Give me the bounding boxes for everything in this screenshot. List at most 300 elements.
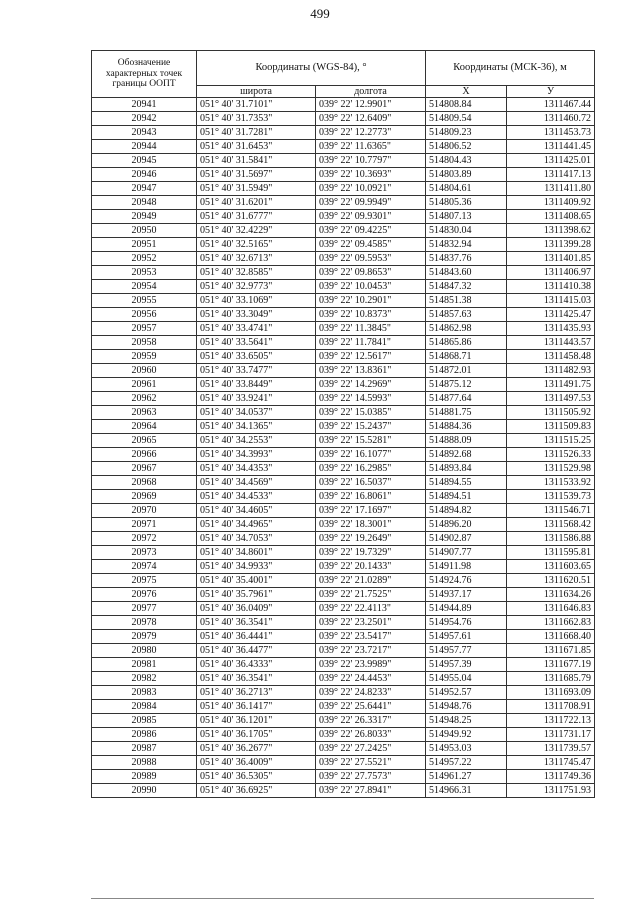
- x-coordinate-cell: 514948.25: [426, 714, 507, 728]
- longitude-cell: 039° 22' 17.1697": [316, 504, 426, 518]
- point-id-cell: 20987: [92, 742, 197, 756]
- point-id-cell: 20955: [92, 294, 197, 308]
- y-coordinate-cell: 1311410.38: [507, 280, 595, 294]
- point-id-cell: 20959: [92, 350, 197, 364]
- latitude-cell: 051° 40' 34.4965": [197, 518, 316, 532]
- table-row: [92, 616, 595, 630]
- y-coordinate-cell: 1311646.83: [507, 602, 595, 616]
- latitude-cell: 051° 40' 34.4533": [197, 490, 316, 504]
- x-coordinate-cell: 514911.98: [426, 560, 507, 574]
- header-lon-label: долгота: [316, 86, 426, 98]
- y-coordinate-cell: 1311417.13: [507, 168, 595, 182]
- table-row: [92, 252, 595, 266]
- latitude-cell: 051° 40' 34.4569": [197, 476, 316, 490]
- latitude-cell: 051° 40' 32.4229": [197, 224, 316, 238]
- x-coordinate-cell: 514868.71: [426, 350, 507, 364]
- latitude-cell: 051° 40' 34.3993": [197, 448, 316, 462]
- table-row: [92, 728, 595, 742]
- x-coordinate-cell: 514957.22: [426, 756, 507, 770]
- x-coordinate-cell: 514807.13: [426, 210, 507, 224]
- x-coordinate-cell: 514865.86: [426, 336, 507, 350]
- y-coordinate-cell: 1311443.57: [507, 336, 595, 350]
- point-id-cell: 20977: [92, 602, 197, 616]
- longitude-cell: 039° 22' 13.8361": [316, 364, 426, 378]
- y-coordinate-cell: 1311749.36: [507, 770, 595, 784]
- latitude-cell: 051° 40' 36.3541": [197, 616, 316, 630]
- x-coordinate-cell: 514894.55: [426, 476, 507, 490]
- longitude-cell: 039° 22' 12.9901": [316, 98, 426, 112]
- point-id-cell: 20968: [92, 476, 197, 490]
- latitude-cell: 051° 40' 34.1365": [197, 420, 316, 434]
- point-id-cell: 20953: [92, 266, 197, 280]
- latitude-cell: 051° 40' 34.0537": [197, 406, 316, 420]
- y-coordinate-cell: 1311685.79: [507, 672, 595, 686]
- table-row: [92, 462, 595, 476]
- longitude-cell: 039° 22' 19.7329": [316, 546, 426, 560]
- longitude-cell: 039° 22' 16.5037": [316, 476, 426, 490]
- point-id-cell: 20974: [92, 560, 197, 574]
- point-id-cell: 20965: [92, 434, 197, 448]
- point-id-cell: 20941: [92, 98, 197, 112]
- y-coordinate-cell: 1311482.93: [507, 364, 595, 378]
- point-id-cell: 20985: [92, 714, 197, 728]
- x-coordinate-cell: 514832.94: [426, 238, 507, 252]
- point-id-cell: 20988: [92, 756, 197, 770]
- point-id-cell: 20970: [92, 504, 197, 518]
- longitude-cell: 039° 22' 10.2901": [316, 294, 426, 308]
- table-row: [92, 308, 595, 322]
- x-coordinate-cell: 514944.89: [426, 602, 507, 616]
- table-row: [92, 574, 595, 588]
- x-coordinate-cell: 514809.54: [426, 112, 507, 126]
- longitude-cell: 039° 22' 09.9301": [316, 210, 426, 224]
- y-coordinate-cell: 1311467.44: [507, 98, 595, 112]
- x-coordinate-cell: 514952.57: [426, 686, 507, 700]
- longitude-cell: 039° 22' 11.6365": [316, 140, 426, 154]
- latitude-cell: 051° 40' 36.5305": [197, 770, 316, 784]
- x-coordinate-cell: 514805.36: [426, 196, 507, 210]
- point-id-cell: 20963: [92, 406, 197, 420]
- x-coordinate-cell: 514896.20: [426, 518, 507, 532]
- table-row: [92, 560, 595, 574]
- point-id-cell: 20982: [92, 672, 197, 686]
- table-row: [92, 378, 595, 392]
- y-coordinate-cell: 1311497.53: [507, 392, 595, 406]
- x-coordinate-cell: 514957.61: [426, 630, 507, 644]
- longitude-cell: 039° 22' 11.3845": [316, 322, 426, 336]
- latitude-cell: 051° 40' 31.7101": [197, 98, 316, 112]
- longitude-cell: 039° 22' 11.7841": [316, 336, 426, 350]
- point-id-cell: 20960: [92, 364, 197, 378]
- y-coordinate-cell: 1311425.47: [507, 308, 595, 322]
- longitude-cell: 039° 22' 23.2501": [316, 616, 426, 630]
- point-id-cell: 20942: [92, 112, 197, 126]
- latitude-cell: 051° 40' 32.5165": [197, 238, 316, 252]
- point-id-cell: 20972: [92, 532, 197, 546]
- longitude-cell: 039° 22' 16.8061": [316, 490, 426, 504]
- latitude-cell: 051° 40' 36.0409": [197, 602, 316, 616]
- point-id-cell: 20962: [92, 392, 197, 406]
- table-row: [92, 140, 595, 154]
- longitude-cell: 039° 22' 27.8941": [316, 784, 426, 798]
- x-coordinate-cell: 514872.01: [426, 364, 507, 378]
- y-coordinate-cell: 1311745.47: [507, 756, 595, 770]
- table-row: [92, 434, 595, 448]
- latitude-cell: 051° 40' 33.9241": [197, 392, 316, 406]
- x-coordinate-cell: 514881.75: [426, 406, 507, 420]
- y-coordinate-cell: 1311435.93: [507, 322, 595, 336]
- x-coordinate-cell: 514894.82: [426, 504, 507, 518]
- point-id-cell: 20978: [92, 616, 197, 630]
- table-row: [92, 700, 595, 714]
- longitude-cell: 039° 22' 23.9989": [316, 658, 426, 672]
- point-id-cell: 20976: [92, 588, 197, 602]
- point-id-cell: 20957: [92, 322, 197, 336]
- y-coordinate-cell: 1311409.92: [507, 196, 595, 210]
- longitude-cell: 039° 22' 26.3317": [316, 714, 426, 728]
- table-row: [92, 714, 595, 728]
- header-row-group: [92, 51, 595, 86]
- y-coordinate-cell: 1311491.75: [507, 378, 595, 392]
- point-id-cell: 20954: [92, 280, 197, 294]
- y-coordinate-cell: 1311515.25: [507, 434, 595, 448]
- table-row: [92, 420, 595, 434]
- longitude-cell: 039° 22' 10.0453": [316, 280, 426, 294]
- latitude-cell: 051° 40' 33.5641": [197, 336, 316, 350]
- table-row: [92, 154, 595, 168]
- y-coordinate-cell: 1311398.62: [507, 224, 595, 238]
- point-id-cell: 20964: [92, 420, 197, 434]
- longitude-cell: 039° 22' 18.3001": [316, 518, 426, 532]
- table-row: [92, 182, 595, 196]
- latitude-cell: 051° 40' 31.6453": [197, 140, 316, 154]
- table-row: [92, 210, 595, 224]
- table-row: [92, 448, 595, 462]
- x-coordinate-cell: 514955.04: [426, 672, 507, 686]
- point-id-cell: 20949: [92, 210, 197, 224]
- table-row: [92, 196, 595, 210]
- table-row: [92, 476, 595, 490]
- table-row: [92, 392, 595, 406]
- point-id-cell: 20958: [92, 336, 197, 350]
- coordinates-table: [91, 50, 595, 798]
- longitude-cell: 039° 22' 15.0385": [316, 406, 426, 420]
- y-coordinate-cell: 1311533.92: [507, 476, 595, 490]
- y-coordinate-cell: 1311662.83: [507, 616, 595, 630]
- y-coordinate-cell: 1311505.92: [507, 406, 595, 420]
- header-x-label: X: [426, 86, 507, 98]
- latitude-cell: 051° 40' 33.3049": [197, 308, 316, 322]
- x-coordinate-cell: 514954.76: [426, 616, 507, 630]
- point-id-cell: 20947: [92, 182, 197, 196]
- x-coordinate-cell: 514803.89: [426, 168, 507, 182]
- table-row: [92, 490, 595, 504]
- y-coordinate-cell: 1311529.98: [507, 462, 595, 476]
- point-id-cell: 20975: [92, 574, 197, 588]
- x-coordinate-cell: 514847.32: [426, 280, 507, 294]
- point-id-cell: 20943: [92, 126, 197, 140]
- longitude-cell: 039° 22' 27.2425": [316, 742, 426, 756]
- y-coordinate-cell: 1311677.19: [507, 658, 595, 672]
- y-coordinate-cell: 1311411.80: [507, 182, 595, 196]
- table-row: [92, 98, 595, 112]
- x-coordinate-cell: 514957.39: [426, 658, 507, 672]
- table-row: [92, 784, 595, 798]
- point-id-cell: 20979: [92, 630, 197, 644]
- y-coordinate-cell: 1311586.88: [507, 532, 595, 546]
- latitude-cell: 051° 40' 34.8601": [197, 546, 316, 560]
- y-coordinate-cell: 1311603.65: [507, 560, 595, 574]
- latitude-cell: 051° 40' 32.6713": [197, 252, 316, 266]
- page-number: 499: [310, 6, 330, 21]
- header-lat-label: широта: [197, 86, 316, 98]
- longitude-cell: 039° 22' 23.5417": [316, 630, 426, 644]
- x-coordinate-cell: 514809.23: [426, 126, 507, 140]
- x-coordinate-cell: 514884.36: [426, 420, 507, 434]
- y-coordinate-cell: 1311425.01: [507, 154, 595, 168]
- longitude-cell: 039° 22' 10.3693": [316, 168, 426, 182]
- point-id-cell: 20981: [92, 658, 197, 672]
- point-id-cell: 20946: [92, 168, 197, 182]
- longitude-cell: 039° 22' 16.2985": [316, 462, 426, 476]
- x-coordinate-cell: 514924.76: [426, 574, 507, 588]
- x-coordinate-cell: 514804.61: [426, 182, 507, 196]
- y-coordinate-cell: 1311458.48: [507, 350, 595, 364]
- longitude-cell: 039° 22' 12.2773": [316, 126, 426, 140]
- latitude-cell: 051° 40' 36.1417": [197, 700, 316, 714]
- latitude-cell: 051° 40' 31.5841": [197, 154, 316, 168]
- longitude-cell: 039° 22' 21.0289": [316, 574, 426, 588]
- longitude-cell: 039° 22' 19.2649": [316, 532, 426, 546]
- y-coordinate-cell: 1311671.85: [507, 644, 595, 658]
- table-row: [92, 266, 595, 280]
- x-coordinate-cell: 514843.60: [426, 266, 507, 280]
- latitude-cell: 051° 40' 36.4333": [197, 658, 316, 672]
- x-coordinate-cell: 514862.98: [426, 322, 507, 336]
- point-id-cell: 20969: [92, 490, 197, 504]
- point-id-cell: 20950: [92, 224, 197, 238]
- longitude-cell: 039° 22' 12.6409": [316, 112, 426, 126]
- y-coordinate-cell: 1311693.09: [507, 686, 595, 700]
- x-coordinate-cell: 514857.63: [426, 308, 507, 322]
- table-row: [92, 364, 595, 378]
- y-coordinate-cell: 1311401.85: [507, 252, 595, 266]
- longitude-cell: 039° 22' 09.8653": [316, 266, 426, 280]
- longitude-cell: 039° 22' 25.6441": [316, 700, 426, 714]
- x-coordinate-cell: 514948.76: [426, 700, 507, 714]
- table-row: [92, 672, 595, 686]
- y-coordinate-cell: 1311539.73: [507, 490, 595, 504]
- y-coordinate-cell: 1311460.72: [507, 112, 595, 126]
- table-row: [92, 336, 595, 350]
- x-coordinate-cell: 514893.84: [426, 462, 507, 476]
- latitude-cell: 051° 40' 36.4009": [197, 756, 316, 770]
- latitude-cell: 051° 40' 31.5949": [197, 182, 316, 196]
- latitude-cell: 051° 40' 31.7353": [197, 112, 316, 126]
- x-coordinate-cell: 514907.77: [426, 546, 507, 560]
- point-id-cell: 20973: [92, 546, 197, 560]
- longitude-cell: 039° 22' 24.4453": [316, 672, 426, 686]
- y-coordinate-cell: 1311509.83: [507, 420, 595, 434]
- latitude-cell: 051° 40' 34.9933": [197, 560, 316, 574]
- latitude-cell: 051° 40' 32.8585": [197, 266, 316, 280]
- x-coordinate-cell: 514877.64: [426, 392, 507, 406]
- table-row: [92, 770, 595, 784]
- latitude-cell: 051° 40' 35.4001": [197, 574, 316, 588]
- x-coordinate-cell: 514837.76: [426, 252, 507, 266]
- x-coordinate-cell: 514806.52: [426, 140, 507, 154]
- longitude-cell: 039° 22' 09.4585": [316, 238, 426, 252]
- longitude-cell: 039° 22' 24.8233": [316, 686, 426, 700]
- longitude-cell: 039° 22' 15.5281": [316, 434, 426, 448]
- latitude-cell: 051° 40' 36.6925": [197, 784, 316, 798]
- table-row: [92, 588, 595, 602]
- longitude-cell: 039° 22' 10.7797": [316, 154, 426, 168]
- longitude-cell: 039° 22' 14.5993": [316, 392, 426, 406]
- point-id-cell: 20967: [92, 462, 197, 476]
- latitude-cell: 051° 40' 31.6777": [197, 210, 316, 224]
- latitude-cell: 051° 40' 36.3541": [197, 672, 316, 686]
- header-wgs-label: Координаты (WGS-84), °: [197, 51, 426, 86]
- longitude-cell: 039° 22' 09.5953": [316, 252, 426, 266]
- point-id-cell: 20944: [92, 140, 197, 154]
- point-id-cell: 20980: [92, 644, 197, 658]
- table-row: [92, 504, 595, 518]
- table-row: [92, 756, 595, 770]
- table-row: [92, 686, 595, 700]
- x-coordinate-cell: 514957.77: [426, 644, 507, 658]
- point-id-cell: 20951: [92, 238, 197, 252]
- y-coordinate-cell: 1311595.81: [507, 546, 595, 560]
- latitude-cell: 051° 40' 33.8449": [197, 378, 316, 392]
- point-id-cell: 20945: [92, 154, 197, 168]
- table-row: [92, 630, 595, 644]
- x-coordinate-cell: 514892.68: [426, 448, 507, 462]
- point-id-cell: 20971: [92, 518, 197, 532]
- latitude-cell: 051° 40' 31.6201": [197, 196, 316, 210]
- point-id-cell: 20986: [92, 728, 197, 742]
- longitude-cell: 039° 22' 20.1433": [316, 560, 426, 574]
- x-coordinate-cell: 514804.43: [426, 154, 507, 168]
- header-y-label: У: [507, 86, 595, 98]
- x-coordinate-cell: 514949.92: [426, 728, 507, 742]
- latitude-cell: 051° 40' 31.5697": [197, 168, 316, 182]
- y-coordinate-cell: 1311415.03: [507, 294, 595, 308]
- table-row: [92, 350, 595, 364]
- x-coordinate-cell: 514851.38: [426, 294, 507, 308]
- latitude-cell: 051° 40' 32.9773": [197, 280, 316, 294]
- x-coordinate-cell: 514937.17: [426, 588, 507, 602]
- table-row: [92, 518, 595, 532]
- bottom-rule: [91, 898, 594, 899]
- table-row: [92, 644, 595, 658]
- latitude-cell: 051° 40' 34.7053": [197, 532, 316, 546]
- point-id-cell: 20990: [92, 784, 197, 798]
- latitude-cell: 051° 40' 31.7281": [197, 126, 316, 140]
- x-coordinate-cell: 514830.04: [426, 224, 507, 238]
- x-coordinate-cell: 514966.31: [426, 784, 507, 798]
- table-row: [92, 322, 595, 336]
- y-coordinate-cell: 1311568.42: [507, 518, 595, 532]
- longitude-cell: 039° 22' 16.1077": [316, 448, 426, 462]
- longitude-cell: 039° 22' 22.4113": [316, 602, 426, 616]
- x-coordinate-cell: 514961.27: [426, 770, 507, 784]
- longitude-cell: 039° 22' 23.7217": [316, 644, 426, 658]
- y-coordinate-cell: 1311620.51: [507, 574, 595, 588]
- point-id-cell: 20961: [92, 378, 197, 392]
- y-coordinate-cell: 1311453.73: [507, 126, 595, 140]
- latitude-cell: 051° 40' 34.2553": [197, 434, 316, 448]
- table-body: [92, 98, 595, 798]
- x-coordinate-cell: 514953.03: [426, 742, 507, 756]
- header-msk-label: Координаты (МСК-36), м: [426, 51, 595, 86]
- header-point-label: Обозначение характерных точек границы ООПТ: [92, 51, 197, 98]
- x-coordinate-cell: 514888.09: [426, 434, 507, 448]
- latitude-cell: 051° 40' 33.4741": [197, 322, 316, 336]
- y-coordinate-cell: 1311406.97: [507, 266, 595, 280]
- longitude-cell: 039° 22' 27.5521": [316, 756, 426, 770]
- point-id-cell: 20966: [92, 448, 197, 462]
- y-coordinate-cell: 1311751.93: [507, 784, 595, 798]
- point-id-cell: 20983: [92, 686, 197, 700]
- point-id-cell: 20952: [92, 252, 197, 266]
- y-coordinate-cell: 1311441.45: [507, 140, 595, 154]
- y-coordinate-cell: 1311708.91: [507, 700, 595, 714]
- latitude-cell: 051° 40' 36.1705": [197, 728, 316, 742]
- table-row: [92, 532, 595, 546]
- y-coordinate-cell: 1311546.71: [507, 504, 595, 518]
- latitude-cell: 051° 40' 33.6505": [197, 350, 316, 364]
- table-row: [92, 602, 595, 616]
- point-id-cell: 20948: [92, 196, 197, 210]
- longitude-cell: 039° 22' 15.2437": [316, 420, 426, 434]
- table-row: [92, 280, 595, 294]
- latitude-cell: 051° 40' 34.4605": [197, 504, 316, 518]
- longitude-cell: 039° 22' 14.2969": [316, 378, 426, 392]
- latitude-cell: 051° 40' 34.4353": [197, 462, 316, 476]
- latitude-cell: 051° 40' 35.7961": [197, 588, 316, 602]
- latitude-cell: 051° 40' 36.2713": [197, 686, 316, 700]
- table-row: [92, 658, 595, 672]
- y-coordinate-cell: 1311668.40: [507, 630, 595, 644]
- table-row: [92, 742, 595, 756]
- y-coordinate-cell: 1311399.28: [507, 238, 595, 252]
- x-coordinate-cell: 514875.12: [426, 378, 507, 392]
- point-id-cell: 20984: [92, 700, 197, 714]
- latitude-cell: 051° 40' 36.2677": [197, 742, 316, 756]
- x-coordinate-cell: 514808.84: [426, 98, 507, 112]
- longitude-cell: 039° 22' 10.0921": [316, 182, 426, 196]
- longitude-cell: 039° 22' 27.7573": [316, 770, 426, 784]
- table-row: [92, 168, 595, 182]
- longitude-cell: 039° 22' 09.4225": [316, 224, 426, 238]
- y-coordinate-cell: 1311634.26: [507, 588, 595, 602]
- table-row: [92, 126, 595, 140]
- longitude-cell: 039° 22' 09.9949": [316, 196, 426, 210]
- table-row: [92, 224, 595, 238]
- table-row: [92, 112, 595, 126]
- longitude-cell: 039° 22' 26.8033": [316, 728, 426, 742]
- longitude-cell: 039° 22' 12.5617": [316, 350, 426, 364]
- longitude-cell: 039° 22' 21.7525": [316, 588, 426, 602]
- longitude-cell: 039° 22' 10.8373": [316, 308, 426, 322]
- table-row: [92, 294, 595, 308]
- x-coordinate-cell: 514902.87: [426, 532, 507, 546]
- y-coordinate-cell: 1311731.17: [507, 728, 595, 742]
- latitude-cell: 051° 40' 36.4441": [197, 630, 316, 644]
- point-id-cell: 20989: [92, 770, 197, 784]
- latitude-cell: 051° 40' 36.1201": [197, 714, 316, 728]
